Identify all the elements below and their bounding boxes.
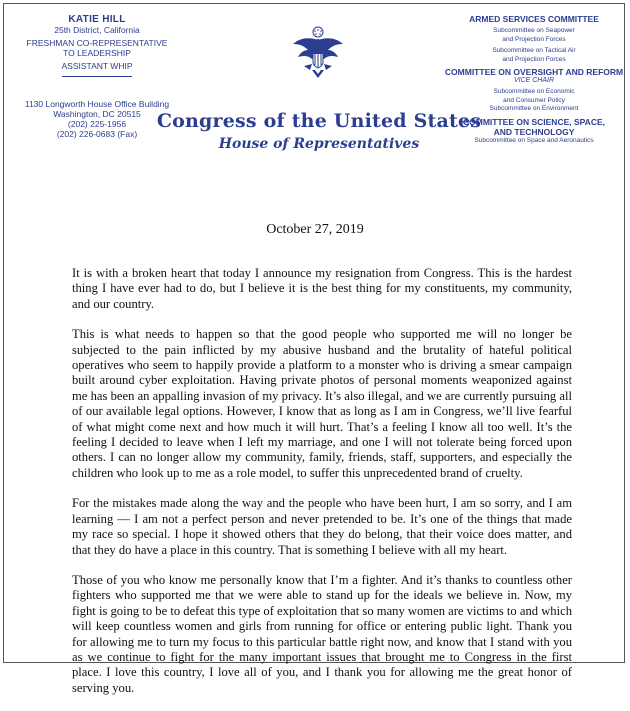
subcommittee: Subcommittee on Tactical Air: [492, 47, 576, 54]
member-role-1: FRESHMAN CO-REPRESENTATIVE: [26, 37, 168, 48]
subcommittee: and Projection Forces: [502, 35, 566, 43]
letter-date: October 27, 2019: [266, 222, 364, 237]
member-name: KATIE HILL: [68, 14, 126, 25]
committee-science-2: AND TECHNOLOGY: [493, 126, 575, 137]
subcommittee: Subcommittee on Space and Aeronautics: [474, 136, 594, 144]
member-role-2: TO LEADERSHIP: [63, 48, 131, 58]
paragraph: It is with a broken heart that today I announce my resignation from Congress. This is the hardest thing I have ever had to do, but I believe it is the best thing for my constituents, my community, and our country.: [72, 266, 572, 311]
subcommittee: Subcommittee on Economic: [493, 88, 575, 95]
address-line-2: Washington, DC 20515: [53, 109, 141, 119]
phone: (202) 225-1956: [67, 119, 127, 129]
letter-page: [3, 3, 625, 695]
committee-science: COMMITTEE ON SCIENCE, SPACE,: [463, 116, 605, 127]
subcommittee: Subcommittee on Environment: [489, 105, 579, 112]
address-line-1: 1130 Longworth House Office Building: [24, 99, 170, 109]
divider: [62, 76, 132, 77]
paragraph: This is what needs to happen so that the good people who supported me will no longer be subjected to the pain inflicted by my abusive husband and the brutality of hateful political operatives who seem to happily provide a platform to a monster who is driving a smear campaign built around cyber exploitation. Having private photos of personal moments weaponized against me has been an appalling invasion of my privacy. It’s also illegal, and we are currently pursuing all of our available legal options. However, I know that as long as I am in Congress, we’ll live fearful of what might come next and how much it will hurt. That’s a feeling I know all too well. It’s the feeling I decided to leave when I left my marriage, and one I will not tolerate being forced upon others. I can no longer allow my community, family, friends, staff, supporters, and especially the children who look up to me as a role model, to suffer this unprecedented brand of cruelty.: [72, 327, 572, 480]
subcommittee: Subcommittee on Seapower: [493, 27, 575, 34]
member-district: 25th District, California: [54, 25, 140, 35]
letterhead-subtitle: House of Representatives: [218, 136, 420, 152]
letter-body: [72, 266, 572, 711]
subcommittee: and Projection Forces: [502, 55, 566, 63]
subcommittee: and Consumer Policy: [503, 96, 565, 104]
eagle-seal-icon: [290, 26, 346, 82]
committee-oversight: COMMITTEE ON OVERSIGHT AND REFORM: [444, 67, 624, 77]
fax: (202) 226-0683 (Fax): [56, 129, 138, 139]
letterhead-title-block: [154, 110, 484, 152]
committee-armed-services: ARMED SERVICES COMMITTEE: [469, 14, 599, 24]
committee-info: [444, 14, 624, 145]
paragraph: For the mistakes made along the way and the people who have been hurt, I am so sorry, and I am learning — I am not a perfect person and never pretended to be. It’s one of the things that made my race so special. I hope it showed others that they do belong, that their voice does matter, and that they do have a place in this country. That is something I believe with all my heart.: [72, 496, 572, 557]
letterhead-title: Congress of the United States: [156, 110, 482, 132]
member-role-3: ASSISTANT WHIP: [61, 60, 133, 71]
vice-chair: VICE CHAIR: [513, 77, 555, 84]
paragraph: Those of you who know me personally know that I’m a fighter. And it’s thanks to countless other fighters who supported me that we were able to stand up for the ideals we believe in. Now, my fight is going to be to defeat this type of exploitation that so many women are victims to and which will keep countless women and girls from running for office or entering public light. Thank you for allowing me to turn my focus to this particular battle right now, and know that I stand with you as we continue to fight for the many important issues that brought me to Congress in the first place. I love this country, I love all of you, and I thank you for allowing me the great honor of serving you.: [72, 572, 572, 695]
